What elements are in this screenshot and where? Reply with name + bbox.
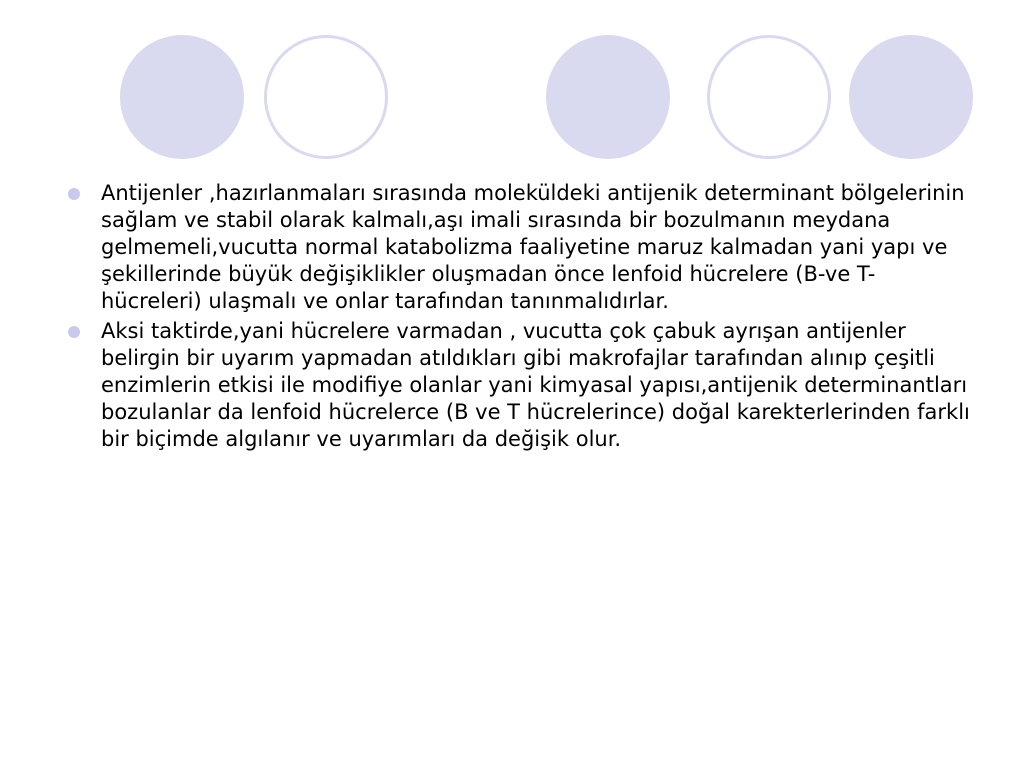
bullet-list bbox=[65, 180, 970, 453]
decorative-circle-filled bbox=[546, 35, 670, 159]
decorative-circle-filled bbox=[120, 35, 244, 159]
bullet-text: Antijenler ,hazırlanmaları sırasında moleküldeki antijenik determinant bölgelerinin sağlam ve stabil olarak kalmalı,aşı imali sırasında bir bozulmanın meydana gelmemeli,vucutta normal katabolizma faaliyetine maruz kalmadan yani yapı ve şekillerinde büyük değişiklikler oluşmadan önce lenfoid hücrelere (B-ve T-hücreleri) ulaşmalı ve onlar tarafından tanınmalıdırlar. bbox=[101, 181, 965, 313]
bullet-item bbox=[65, 180, 970, 315]
decorative-circle-outline bbox=[707, 35, 831, 159]
bullet-item bbox=[65, 318, 970, 453]
bullet-dot-icon bbox=[68, 326, 80, 338]
decorative-circle-filled bbox=[849, 35, 973, 159]
bullet-text: Aksi taktirde,yani hücrelere varmadan , vucutta çok çabuk ayrışan antijenler belirgin bir uyarım yapmadan atıldıkları gibi makrofajlar tarafından alınıp çeşitli enzimlerin etkisi ile modifiye olanlar yani kimyasal yapısı,antijenik determinantları bozulanlar da lenfoid hücrelerce (B ve T hücrelerince) doğal karekterlerinden farklı bir biçimde algılanır ve uyarımları da değişik olur. bbox=[101, 319, 970, 451]
slide-body bbox=[65, 180, 970, 456]
bullet-dot-icon bbox=[68, 188, 80, 200]
decorative-circle-outline bbox=[264, 35, 388, 159]
